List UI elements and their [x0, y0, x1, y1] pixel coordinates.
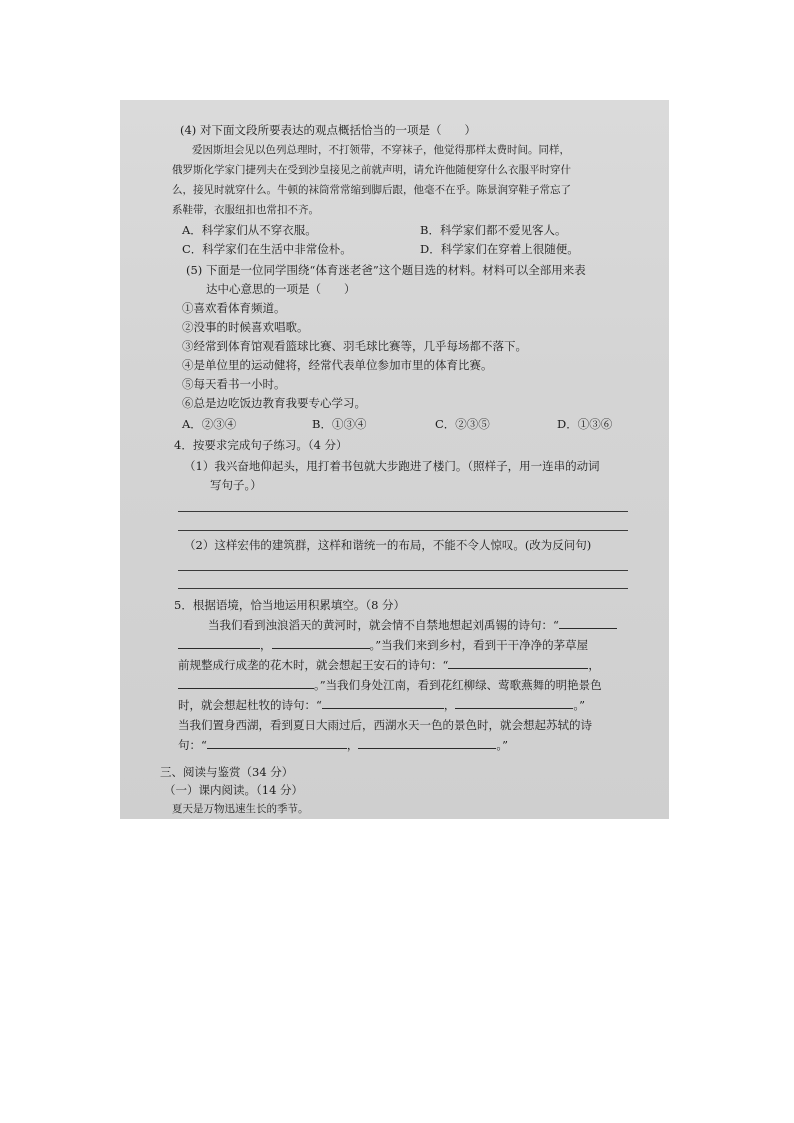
q4-4-passage-line: 系鞋带，衣服纽扣也常扣不齐。	[172, 204, 319, 216]
q4-5-stem: (5) 下面是一位同学围绕“体育迷老爸”这个题目选的材料。材料可以全部用来表	[186, 263, 586, 277]
answer-line[interactable]	[178, 570, 628, 571]
q4-4-option-c: C．科学家们在生活中非常俭朴。	[182, 242, 352, 256]
section3-subtitle: （一）课内阅读。（14 分）	[164, 783, 304, 797]
q5-text: 。”当我们身处江南，看到花红柳绿、莺歌燕舞的明艳景色	[314, 678, 602, 692]
section3-first-line: 夏天是万物迅速生长的季节。	[172, 803, 309, 815]
fill-blank[interactable]	[272, 637, 370, 649]
fill-blank[interactable]	[207, 737, 347, 749]
q4-4-option-a: A．科学家们从不穿衣服。	[182, 223, 317, 237]
fill-blank[interactable]	[448, 657, 588, 669]
q4-5-item: ⑥总是边吃饭边教育我要专心学习。	[182, 396, 366, 410]
q4-5-option-a: A．②③④	[182, 417, 237, 431]
q4-5-item: ③经常到体育馆观看篮球比赛、羽毛球比赛等，几乎每场都不落下。	[182, 339, 527, 353]
q5-text: 当我们看到浊浪滔天的黄河时，就会情不自禁地想起刘禹锡的诗句：“	[208, 618, 559, 632]
exam-page-photo	[120, 100, 669, 819]
q5-text: ，	[588, 658, 600, 672]
q5-title: 5．根据语境，恰当地运用积累填空。（8 分）	[174, 598, 406, 612]
q4-5-item: ⑤每天看书一小时。	[182, 377, 286, 391]
q5-text: ，	[346, 738, 359, 752]
fill-blank[interactable]	[559, 617, 617, 629]
q4-s2: （2）这样宏伟的建筑群，这样和谐统一的布局，不能不令人惊叹。(改为反问句)	[184, 538, 592, 552]
answer-line[interactable]	[178, 530, 628, 531]
q4-4-passage-line: 爱因斯坦会见以色列总理时，不打领带，不穿袜子，他觉得那样太费时间。同样，	[192, 144, 570, 156]
q4-5-option-b: B．①③④	[312, 417, 367, 431]
fill-blank[interactable]	[178, 677, 314, 689]
q4-title: 4．按要求完成句子练习。（4 分）	[174, 438, 348, 452]
q4-s1-line1: （1）我兴奋地仰起头，甩打着书包就大步跑进了楼门。（照样子，用一连串的动词	[184, 459, 600, 473]
q5-text: 句：“	[178, 738, 207, 752]
q4-5-item: ④是单位里的运动健将，经常代表单位参加市里的体育比赛。	[182, 358, 493, 372]
q4-4-passage-line: 俄罗斯化学家门捷列夫在受到沙皇接见之前就声明，请允许他随便穿什么衣服平时穿什	[172, 164, 571, 176]
q5-text: 。”	[573, 698, 586, 712]
q4-5-option-c: C．②③⑤	[435, 417, 490, 431]
q4-5-item: ①喜欢看体育频道。	[182, 301, 286, 315]
q5-text: 。”	[496, 738, 509, 752]
q5-text: 时，就会想起杜牧的诗句：“	[178, 698, 322, 712]
q5-text: 。”当我们来到乡村，看到干干净净的茅草屋	[369, 638, 589, 652]
q5-text: 当我们置身西湖，看到夏日大雨过后，西湖水天一色的景色时，就会想起苏轼的诗	[178, 718, 592, 732]
answer-line[interactable]	[178, 511, 628, 512]
answer-line[interactable]	[178, 588, 628, 589]
q5-text: 前规整成行成垄的花木时，就会想起王安石的诗句：“	[178, 658, 449, 672]
q4-5-option-d: D．①③⑥	[557, 417, 613, 431]
q4-4-stem: (4) 对下面文段所要表达的观点概括恰当的一项是（ ）	[180, 123, 476, 137]
q4-4-option-b: B．科学家们都不爱见客人。	[420, 223, 567, 237]
fill-blank[interactable]	[178, 637, 260, 649]
q4-4-passage-line: 么，接见时就穿什么。牛顿的袜筒常常缩到脚后跟，他毫不在乎。陈景润穿鞋子常忘了	[172, 184, 571, 196]
q4-s1-line2: 写句子。）	[210, 478, 262, 492]
q4-4-option-d: D．科学家们在穿着上很随便。	[420, 242, 579, 256]
q5-text: ，	[443, 698, 456, 712]
fill-blank[interactable]	[358, 737, 496, 749]
fill-blank[interactable]	[455, 697, 573, 709]
section3-title: 三、阅读与鉴赏（34 分）	[160, 765, 294, 779]
q4-5-stem: 达中心意思的一项是（ ）	[206, 282, 356, 296]
q4-5-item: ②没事的时候喜欢唱歌。	[182, 320, 309, 334]
fill-blank[interactable]	[322, 697, 444, 709]
q5-text: ，	[260, 638, 272, 652]
